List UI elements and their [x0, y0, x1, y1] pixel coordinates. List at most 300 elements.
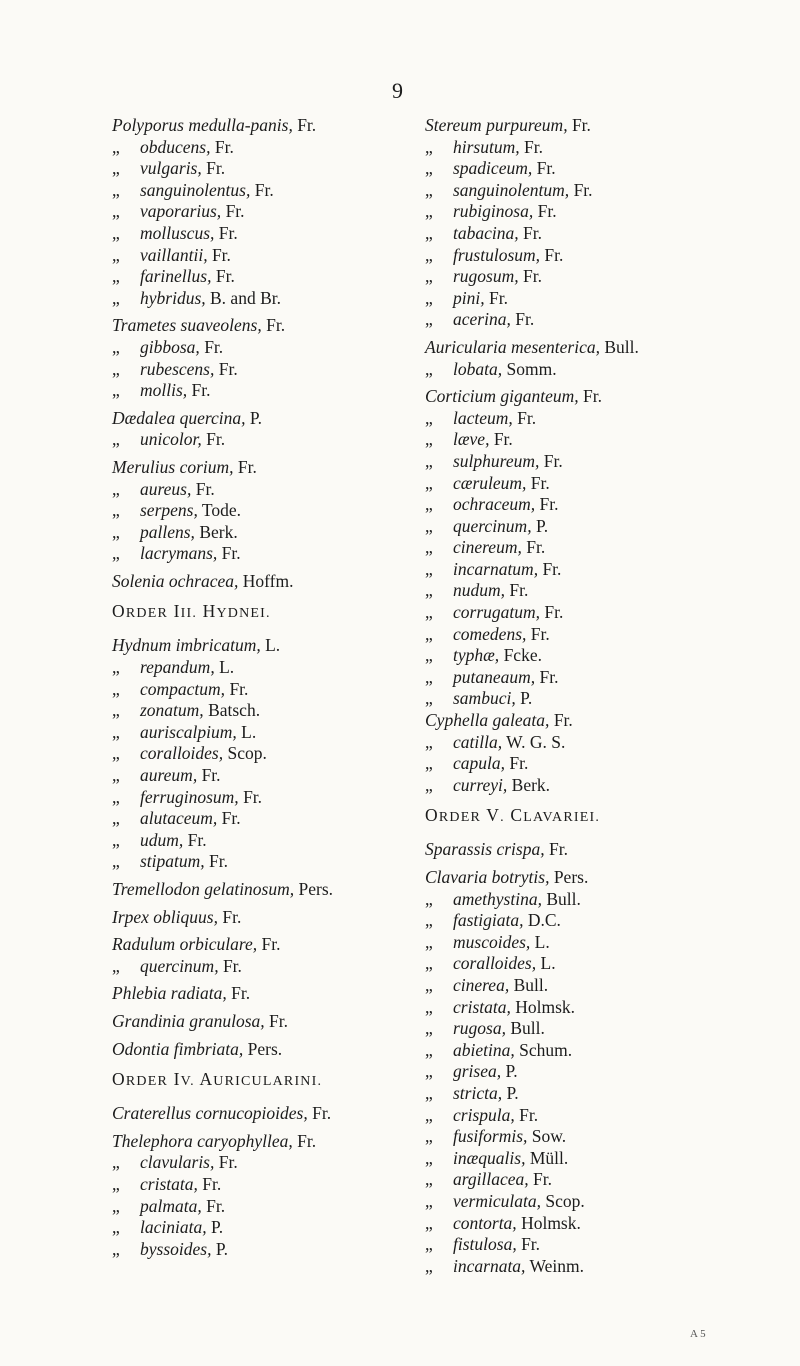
species-author: Fr.: [543, 450, 563, 471]
species-entry: [425, 932, 725, 954]
species-author: Fr.: [571, 115, 591, 135]
species-entry: [112, 266, 412, 288]
species-name: ochraceum,: [453, 494, 536, 515]
species-author: Fr.: [266, 315, 286, 336]
species-entry: [112, 359, 412, 381]
species-name: Hydnum imbricatum,: [112, 635, 261, 656]
ditto-mark: „: [112, 287, 120, 308]
species-name: pallens,: [140, 521, 195, 542]
species-entry: [112, 765, 412, 787]
species-name: curreyi,: [453, 774, 508, 795]
species-name: Auricularia mesenterica,: [425, 336, 600, 357]
species-name: gibbosa,: [140, 336, 200, 357]
ditto-mark: „: [112, 136, 120, 157]
species-author: Fr.: [517, 407, 537, 428]
species-entry: [425, 889, 725, 911]
species-entry: [425, 1213, 725, 1235]
species-author: Pers.: [298, 879, 334, 899]
species-name: rubescens,: [140, 358, 215, 379]
species-author: Fr.: [222, 955, 242, 976]
species-author: Fr.: [488, 287, 508, 308]
species-name: Cyphella galeata,: [425, 710, 550, 731]
species-author: Fr.: [515, 309, 535, 330]
species-author: L.: [241, 721, 257, 742]
species-author: Bull.: [510, 1018, 545, 1039]
species-author: Fr.: [237, 456, 257, 477]
species-entry: [112, 429, 412, 451]
species-name: fastigiata,: [453, 910, 524, 931]
species-author: Fr.: [206, 1195, 226, 1216]
species-author: Fcke.: [503, 645, 542, 666]
species-author: Scop.: [545, 1190, 585, 1211]
species-entry: [112, 1103, 412, 1125]
species-author: P.: [520, 688, 533, 709]
species-author: L.: [534, 931, 550, 952]
ditto-mark: „: [425, 1212, 433, 1233]
species-entry: [425, 266, 725, 288]
species-author: B. and Br.: [210, 287, 281, 308]
ditto-mark: „: [425, 1190, 433, 1211]
species-author: Pers.: [553, 867, 589, 887]
ditto-mark: „: [112, 500, 120, 521]
species-name: Tremellodon gelatinosum,: [112, 879, 295, 899]
ditto-mark: „: [425, 450, 433, 471]
species-author: Tode.: [201, 500, 242, 521]
species-name: laciniata,: [140, 1217, 207, 1238]
ditto-mark: „: [425, 358, 433, 379]
species-entry: [112, 635, 412, 657]
species-entry: [425, 753, 725, 775]
ditto-mark: „: [425, 974, 433, 995]
ditto-mark: „: [425, 931, 433, 952]
species-author: Pers.: [247, 1038, 283, 1059]
species-name: putaneaum,: [453, 666, 536, 687]
ditto-mark: „: [425, 645, 433, 666]
species-author: Fr.: [544, 602, 564, 623]
species-entry: [112, 907, 412, 929]
species-entry: [112, 137, 412, 159]
species-entry: [112, 1039, 412, 1061]
species-entry: [112, 808, 412, 830]
species-entry: [425, 115, 725, 137]
species-author: Fr.: [523, 266, 542, 287]
species-entry: [425, 667, 725, 689]
species-entry: [425, 910, 725, 932]
species-entry: [112, 1152, 412, 1174]
species-entry: [112, 223, 412, 245]
species-entry: [425, 997, 725, 1019]
species-name: ferruginosum,: [140, 786, 239, 807]
species-name: catilla,: [453, 731, 503, 752]
ditto-mark: „: [425, 602, 433, 623]
species-name: mollis,: [140, 380, 188, 401]
species-entry: [425, 429, 725, 451]
species-name: lacteum,: [453, 407, 513, 428]
species-name: alutaceum,: [140, 808, 218, 829]
species-author: Fr.: [573, 179, 593, 200]
species-name: Polyporus medulla-panis,: [112, 115, 293, 135]
species-name: sanguinolentum,: [453, 179, 570, 200]
left-column: [112, 115, 412, 1260]
species-name: compactum,: [140, 678, 226, 699]
ditto-mark: „: [112, 955, 120, 976]
page-number: 9: [392, 78, 403, 103]
species-name: rugosa,: [453, 1018, 506, 1039]
species-name: cinerea,: [453, 974, 510, 995]
species-author: Fr.: [202, 1173, 222, 1194]
ditto-mark: „: [112, 1195, 120, 1216]
species-author: Fr.: [509, 580, 529, 601]
ditto-mark: „: [425, 753, 433, 774]
species-entry: [112, 879, 412, 901]
species-author: W. G. S.: [506, 731, 566, 752]
species-author: Fr.: [218, 358, 238, 379]
species-name: comedens,: [453, 623, 527, 644]
species-name: contorta,: [453, 1212, 517, 1233]
species-name: obducens,: [140, 136, 211, 157]
species-entry: [112, 158, 412, 180]
species-entry: [112, 1217, 412, 1239]
species-entry: [112, 1196, 412, 1218]
species-name: aureum,: [140, 765, 198, 786]
species-entry: [112, 700, 412, 722]
species-name: argillacea,: [453, 1169, 529, 1190]
species-entry: [425, 775, 725, 797]
ditto-mark: „: [112, 158, 120, 179]
ditto-mark: „: [112, 179, 120, 200]
species-author: Somm.: [506, 358, 557, 379]
ditto-mark: „: [112, 429, 120, 450]
ditto-mark: „: [425, 1126, 433, 1147]
species-entry: [425, 494, 725, 516]
ditto-mark: „: [112, 808, 120, 829]
species-entry: [425, 688, 725, 710]
species-entry: [112, 408, 412, 430]
species-entry: [112, 337, 412, 359]
species-name: grisea,: [453, 1061, 502, 1082]
ditto-mark: „: [425, 287, 433, 308]
order-heading: ORDER IV. AURICULARINI.: [112, 1069, 323, 1090]
ditto-mark: „: [425, 558, 433, 579]
species-name: udum,: [140, 829, 184, 850]
ditto-mark: „: [112, 380, 120, 401]
ditto-mark: „: [425, 1147, 433, 1168]
species-author: Fr.: [218, 1152, 238, 1173]
species-entry: [112, 830, 412, 852]
species-author: Fr.: [214, 136, 234, 157]
species-entry: [425, 473, 725, 495]
ditto-mark: „: [425, 537, 433, 558]
ditto-mark: „: [112, 222, 120, 243]
species-author: Bull.: [604, 336, 639, 357]
species-name: hybridus,: [140, 287, 206, 308]
species-name: Corticium giganteum,: [425, 386, 579, 407]
species-entry: [425, 516, 725, 538]
species-entry: [112, 315, 412, 337]
species-author: Fr.: [523, 222, 542, 243]
ditto-mark: „: [425, 494, 433, 515]
ditto-mark: „: [425, 774, 433, 795]
species-entry: [112, 180, 412, 202]
species-name: crispula,: [453, 1104, 515, 1125]
species-name: rubiginosa,: [453, 201, 534, 222]
ditto-mark: „: [425, 888, 433, 909]
ditto-mark: „: [425, 731, 433, 752]
species-author: Fr.: [222, 906, 242, 927]
ditto-mark: „: [425, 1082, 433, 1103]
species-name: vermiculata,: [453, 1190, 541, 1211]
species-entry: [425, 180, 725, 202]
ditto-mark: „: [425, 996, 433, 1017]
species-name: læve,: [453, 429, 490, 450]
species-entry: [425, 580, 725, 602]
species-name: sambuci,: [453, 688, 516, 709]
species-entry: [112, 201, 412, 223]
species-name: amethystina,: [453, 888, 542, 909]
species-name: acerina,: [453, 309, 511, 330]
species-author: Bull.: [546, 888, 581, 909]
species-entry: [112, 743, 412, 765]
species-author: Fr.: [526, 537, 546, 558]
ditto-mark: „: [425, 136, 433, 157]
species-author: Fr.: [261, 934, 281, 955]
ditto-mark: „: [425, 266, 433, 287]
species-author: Fr.: [542, 558, 562, 579]
ditto-mark: „: [425, 407, 433, 428]
species-author: Fr.: [530, 472, 550, 493]
species-author: Fr.: [544, 244, 564, 265]
ditto-mark: „: [112, 657, 120, 678]
species-entry: [112, 657, 412, 679]
species-author: Fr.: [206, 158, 226, 179]
species-name: aureus,: [140, 478, 192, 499]
ditto-mark: „: [112, 543, 120, 564]
species-name: Odontia fimbriata,: [112, 1038, 244, 1059]
species-name: unicolor,: [140, 429, 202, 450]
species-author: P.: [249, 407, 263, 428]
species-entry: [112, 956, 412, 978]
species-name: cristata,: [140, 1173, 198, 1194]
species-author: L.: [219, 657, 235, 678]
species-author: Fr.: [218, 222, 238, 243]
species-author: Hoffm.: [242, 570, 294, 591]
species-name: quercinum,: [140, 955, 219, 976]
species-author: Fr.: [509, 753, 529, 774]
species-entry: [425, 309, 725, 331]
species-entry: [425, 1234, 725, 1256]
species-entry: [425, 732, 725, 754]
species-entry: [425, 1148, 725, 1170]
ditto-mark: „: [112, 700, 120, 721]
species-author: Fr.: [553, 710, 573, 731]
species-entry: [425, 1018, 725, 1040]
species-author: Fr.: [221, 808, 241, 829]
species-entry: [425, 386, 725, 408]
ditto-mark: „: [112, 743, 120, 764]
species-author: Fr.: [493, 429, 513, 450]
species-author: P.: [210, 1217, 224, 1238]
species-name: molluscus,: [140, 222, 215, 243]
signature-mark: A 5: [690, 1328, 706, 1340]
ditto-mark: „: [112, 478, 120, 499]
ditto-mark: „: [112, 201, 120, 222]
species-entry: [112, 571, 412, 593]
species-name: cinereum,: [453, 537, 522, 558]
species-name: Clavaria botrytis,: [425, 867, 550, 887]
ditto-mark: „: [425, 1039, 433, 1060]
species-author: L.: [540, 953, 556, 974]
species-author: Fr.: [254, 179, 274, 200]
species-name: sulphureum,: [453, 450, 540, 471]
ditto-mark: „: [425, 179, 433, 200]
species-entry: [425, 137, 725, 159]
species-name: fistulosa,: [453, 1234, 517, 1255]
ditto-mark: „: [112, 1238, 120, 1259]
species-name: quercinum,: [453, 515, 532, 536]
ditto-mark: „: [425, 158, 433, 179]
species-entry: [425, 1191, 725, 1213]
species-author: Batsch.: [208, 700, 261, 721]
ditto-mark: „: [112, 1173, 120, 1194]
species-name: Thelephora caryophyllea,: [112, 1130, 293, 1151]
species-author: Schum.: [519, 1039, 573, 1060]
ditto-mark: „: [112, 721, 120, 742]
species-name: stipatum,: [140, 851, 205, 872]
species-name: Phlebia radiata,: [112, 983, 227, 1004]
species-name: incarnata,: [453, 1255, 526, 1276]
species-author: Fr.: [533, 1169, 553, 1190]
species-name: nudum,: [453, 580, 506, 601]
species-author: Fr.: [191, 380, 211, 401]
species-entry: [425, 867, 725, 889]
species-name: spadiceum,: [453, 158, 533, 179]
species-author: Fr.: [519, 1104, 539, 1125]
species-author: P.: [535, 515, 549, 536]
ditto-mark: „: [425, 910, 433, 931]
species-entry: [112, 1174, 412, 1196]
species-name: capula,: [453, 753, 506, 774]
species-entry: [425, 710, 725, 732]
species-author: Fr.: [536, 158, 556, 179]
species-author: Müll.: [529, 1147, 569, 1168]
species-name: incarnatum,: [453, 558, 539, 579]
species-author: Scop.: [227, 743, 267, 764]
ditto-mark: „: [112, 765, 120, 786]
species-name: pini,: [453, 287, 485, 308]
species-entry: [112, 245, 412, 267]
ditto-mark: „: [425, 1061, 433, 1082]
species-entry: [425, 1256, 725, 1278]
species-author: Fr.: [209, 851, 229, 872]
species-entry: [425, 408, 725, 430]
order-heading: ORDER V. CLAVARIEI.: [425, 805, 601, 826]
species-name: stricta,: [453, 1082, 503, 1103]
species-name: inæqualis,: [453, 1147, 526, 1168]
species-entry: [425, 839, 725, 861]
species-name: byssoides,: [140, 1238, 212, 1259]
species-entry: [112, 787, 412, 809]
species-name: muscoides,: [453, 931, 531, 952]
ditto-mark: „: [112, 786, 120, 807]
ditto-mark: „: [425, 515, 433, 536]
species-author: Fr.: [537, 201, 557, 222]
species-entry: [425, 953, 725, 975]
species-entry: [112, 679, 412, 701]
species-entry: [112, 288, 412, 310]
order-heading: ORDER III. HYDNEI.: [112, 601, 271, 622]
species-author: Fr.: [206, 429, 226, 450]
species-name: clavularis,: [140, 1152, 215, 1173]
ditto-mark: „: [425, 1234, 433, 1255]
species-author: L.: [265, 635, 281, 656]
species-entry: [425, 1126, 725, 1148]
species-entry: [112, 1131, 412, 1153]
species-author: Fr.: [539, 666, 559, 687]
species-name: tabacina,: [453, 222, 519, 243]
species-author: Fr.: [229, 678, 249, 699]
species-entry: [112, 851, 412, 873]
species-entry: [112, 457, 412, 479]
species-author: Fr.: [231, 983, 251, 1004]
species-author: Bull.: [513, 974, 549, 995]
species-name: hirsutum,: [453, 136, 520, 157]
species-name: Irpex obliquus,: [112, 906, 218, 927]
species-entry: [425, 975, 725, 997]
species-author: Sow.: [531, 1126, 567, 1147]
species-entry: [425, 1105, 725, 1127]
species-entry: [112, 543, 412, 565]
species-name: vulgaris,: [140, 158, 202, 179]
species-author: Fr.: [582, 386, 602, 407]
species-entry: [112, 500, 412, 522]
species-author: D.C.: [527, 910, 561, 931]
ditto-mark: „: [425, 309, 433, 330]
species-entry: [425, 559, 725, 581]
species-author: Fr.: [243, 786, 263, 807]
species-entry: [425, 645, 725, 667]
species-author: Fr.: [530, 623, 550, 644]
species-entry: [425, 201, 725, 223]
species-author: Fr.: [187, 829, 207, 850]
species-name: Merulius corium,: [112, 456, 234, 477]
species-name: repandum,: [140, 657, 215, 678]
species-name: typhæ,: [453, 645, 500, 666]
ditto-mark: „: [112, 358, 120, 379]
species-entry: [425, 223, 725, 245]
ditto-mark: „: [425, 429, 433, 450]
species-author: P.: [505, 1061, 518, 1082]
species-entry: [425, 1040, 725, 1062]
species-entry: [425, 1083, 725, 1105]
species-name: lacrymans,: [140, 543, 218, 564]
species-author: Holmsk.: [515, 996, 576, 1017]
species-author: Fr.: [269, 1010, 289, 1031]
species-entry: [112, 479, 412, 501]
species-entry: [425, 359, 725, 381]
species-name: corrugatum,: [453, 602, 541, 623]
species-author: Fr.: [221, 543, 241, 564]
species-author: Fr.: [225, 201, 245, 222]
species-author: Fr.: [312, 1103, 332, 1124]
ditto-mark: „: [425, 1104, 433, 1125]
ditto-mark: „: [425, 244, 433, 265]
ditto-mark: „: [425, 1255, 433, 1276]
ditto-mark: „: [425, 623, 433, 644]
ditto-mark: „: [425, 1018, 433, 1039]
ditto-mark: „: [425, 222, 433, 243]
species-entry: [425, 288, 725, 310]
species-entry: [425, 537, 725, 559]
